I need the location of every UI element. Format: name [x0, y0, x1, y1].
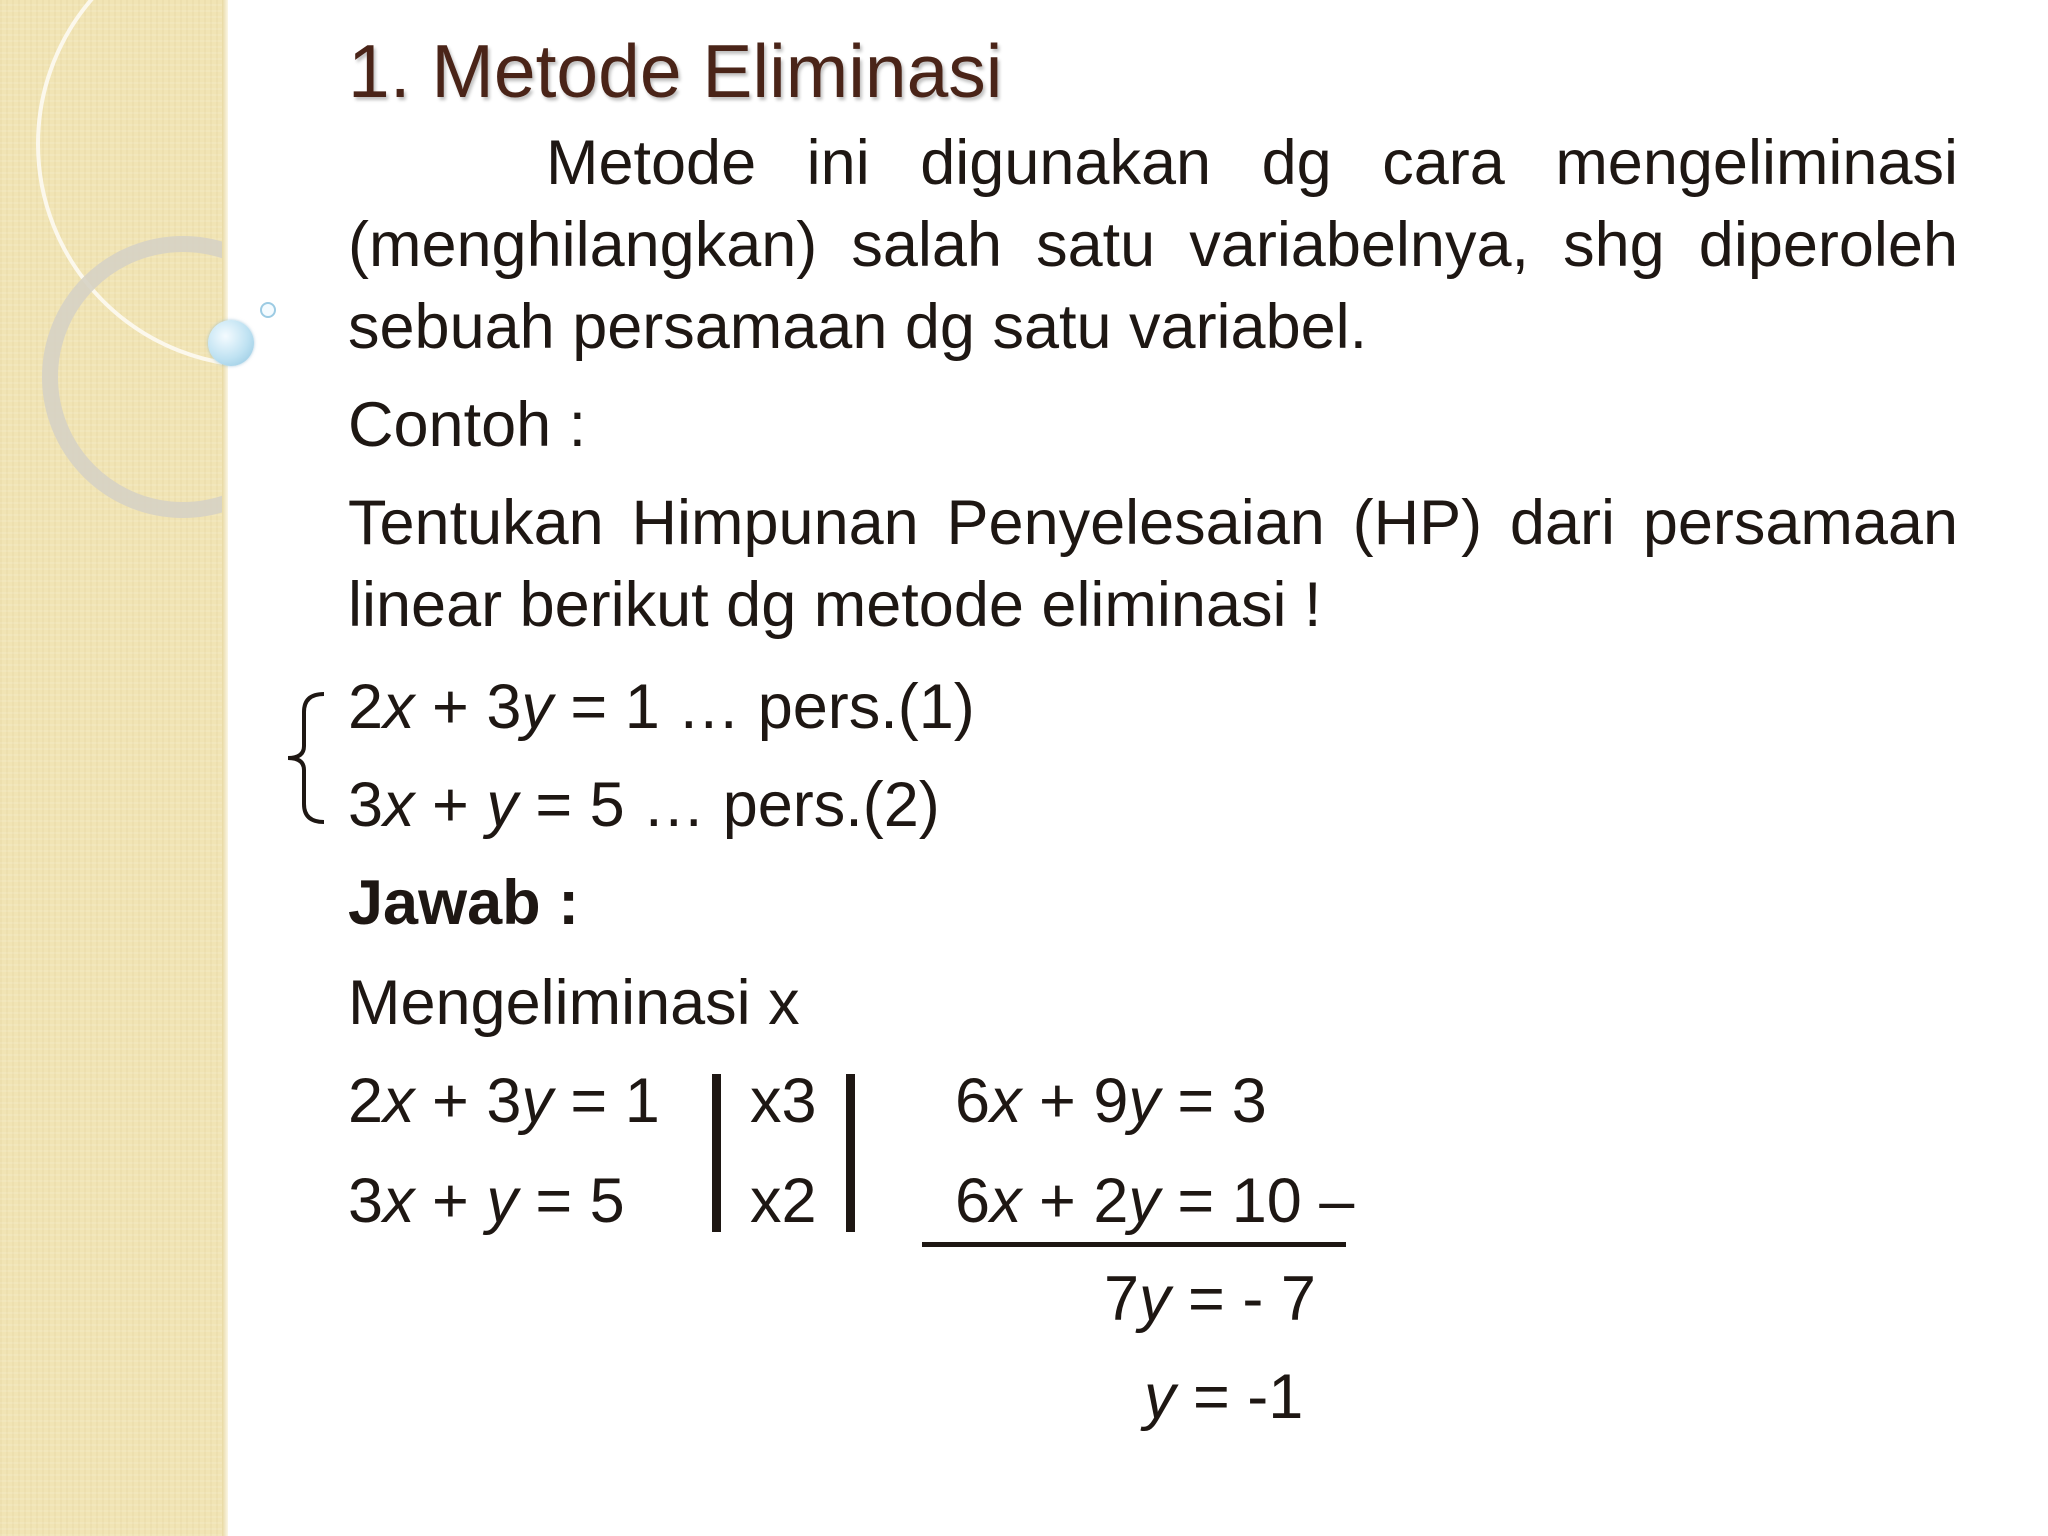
work-left-equation-1: 2x + 3y = 1: [348, 1066, 660, 1136]
decorative-bubble: [208, 320, 254, 366]
decorative-ring-small: [42, 236, 228, 518]
subtraction-line: [922, 1242, 1346, 1247]
sidebar-edge: [222, 0, 228, 1536]
multiplier-bar-right: [846, 1074, 855, 1232]
multiplier-2: x2: [750, 1166, 817, 1236]
equation-1: 2x + 3y = 1 … pers.(1): [348, 672, 975, 742]
decorative-bubble-small: [260, 302, 276, 318]
intro-paragraph: [348, 122, 1958, 368]
step-label: Mengeliminasi x: [348, 968, 800, 1038]
work-right-equation-2: 6x + 2y = 10 –: [955, 1166, 1355, 1236]
work-solution: y = -1: [1144, 1362, 1304, 1432]
decorative-sidebar: [0, 0, 228, 1536]
slide-title: 1. Metode Eliminasi: [348, 29, 1003, 113]
work-result: 7y = - 7: [1104, 1264, 1316, 1334]
work-left-equation-2: 3x + y = 5: [348, 1166, 625, 1236]
multiplier-1: x3: [750, 1066, 817, 1136]
example-label: Contoh :: [348, 390, 587, 460]
system-brace-icon: [268, 688, 328, 828]
answer-label: Jawab :: [348, 868, 580, 938]
multiplier-bar-left: [712, 1074, 721, 1232]
work-right-equation-1: 6x + 9y = 3: [955, 1066, 1267, 1136]
equation-2: 3x + y = 5 … pers.(2): [348, 770, 940, 840]
task-paragraph: Tentukan Himpunan Penyelesaian (HP) dari persamaan linear berikut dg metode eliminasi !: [348, 488, 1958, 640]
intro-text: Metode ini digunakan dg cara mengeliminasi (menghilangkan) salah satu variabelnya, shg diperoleh sebuah persamaan dg satu variabel.: [348, 128, 1958, 362]
